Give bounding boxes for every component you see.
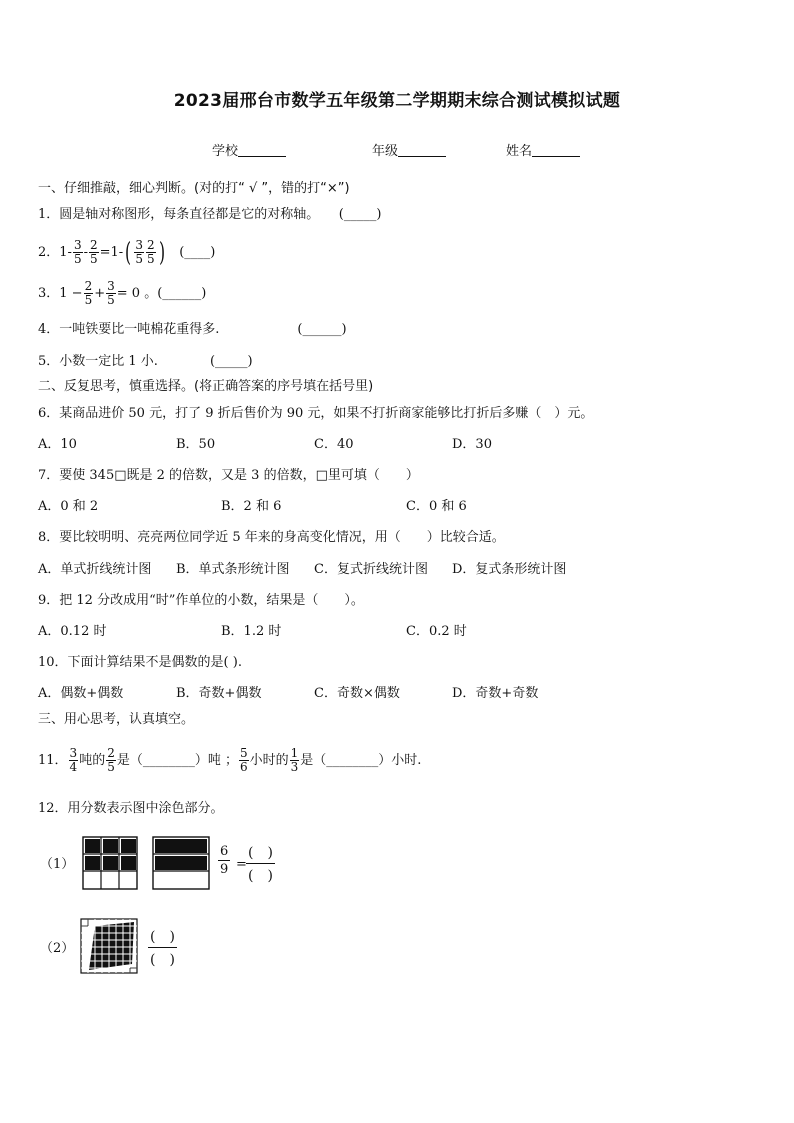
tilted-square-grid-figure xyxy=(80,918,140,976)
q6-option-d[interactable]: D．30 xyxy=(452,437,492,452)
q8-option-a[interactable]: A．单式折线统计图 xyxy=(38,562,152,577)
fraction: $\frac{2}{5}$ xyxy=(84,279,93,307)
name-blank[interactable] xyxy=(532,142,580,157)
answer-blank[interactable]: (______) xyxy=(157,286,207,301)
q8-option-d[interactable]: D．复式条形统计图 xyxy=(452,562,567,577)
equals-sign: = xyxy=(236,857,247,872)
q12-part-2-answer[interactable]: ( ) ( ) xyxy=(148,926,177,969)
q9-option-b[interactable]: B．1.2 时 xyxy=(221,624,282,639)
question-8: 8．要比较明明、亮亮两位同学近 5 年来的身高变化情况，用（ ）比较合适。 xyxy=(38,530,505,545)
fraction: $\frac{3}{5}$ xyxy=(135,238,143,266)
question-9: 9．把 12 分改成用“时”作单位的小数，结果是（ ）。 xyxy=(38,593,364,608)
grade-field[interactable]: 年级 xyxy=(372,140,446,159)
question-10: 10．下面计算结果不是偶数的是( ). xyxy=(38,655,242,670)
fraction: $\frac{2}{5}$ xyxy=(147,238,155,266)
fraction: $\frac{3}{4}$ xyxy=(69,746,78,774)
q10-option-c[interactable]: C．奇数×偶数 xyxy=(314,686,400,701)
q6-option-c[interactable]: C．40 xyxy=(314,437,354,452)
name-field[interactable]: 姓名 xyxy=(506,140,580,159)
question-4: 4．一吨铁要比一吨棉花重得多. (______) xyxy=(38,322,347,337)
q12-given-fraction: $\frac{6}{9}$ xyxy=(220,844,229,877)
question-5: 5．小数一定比 1 小. (_____) xyxy=(38,354,253,369)
q7-option-a[interactable]: A．0 和 2 xyxy=(38,499,99,514)
school-field[interactable]: 学校 xyxy=(212,140,286,159)
fraction: $\frac{3}{5}$ xyxy=(73,238,82,266)
school-blank[interactable] xyxy=(238,142,286,157)
q10-option-d[interactable]: D．奇数+奇数 xyxy=(452,686,539,701)
page-title: 2023届邢台市数学五年级第二学期期末综合测试模拟试题 xyxy=(173,91,621,111)
question-3: 3．1 − $\frac{2}{5}$ + $\frac{3}{5}$ = 0 。(______) xyxy=(38,279,207,307)
question-2: 2．1- $\frac{3}{5}$ - $\frac{2}{5}$ =1-( $\frac{3}{5}$ $\frac{2}{5}$ ) (____) xyxy=(38,237,216,268)
question-6: 6．某商品进价 50 元，打了 9 折后售价为 90 元，如果不打折商家能够比打折后多赚（ ）元。 xyxy=(38,406,594,421)
q10-option-b[interactable]: B．奇数+偶数 xyxy=(176,686,262,701)
section-2-heading: 二、反复思考，慎重选择。(将正确答案的序号填在括号里) xyxy=(38,379,374,394)
left-paren-icon: ( xyxy=(125,237,132,268)
q6-option-a[interactable]: A．10 xyxy=(38,437,77,452)
question-1: 1．圆是轴对称图形，每条直径都是它的对称轴。 (_____) xyxy=(38,207,382,222)
q12-part-2-label: （2） xyxy=(40,941,75,956)
answer-blank[interactable]: (____) xyxy=(179,245,216,260)
fraction: $\frac{2}{5}$ xyxy=(107,746,115,774)
q9-option-c[interactable]: C．0.2 时 xyxy=(406,624,467,639)
student-info-row xyxy=(0,140,794,160)
q6-option-b[interactable]: B．50 xyxy=(176,437,216,452)
question-12: 12．用分数表示图中涂色部分。 xyxy=(38,801,224,816)
fraction: $\frac{5}{6}$ xyxy=(239,746,248,774)
q8-option-c[interactable]: C．复式折线统计图 xyxy=(314,562,428,577)
fraction: $\frac{3}{5}$ xyxy=(107,279,115,307)
q8-option-b[interactable]: B．单式条形统计图 xyxy=(176,562,290,577)
question-11: 11． $\frac{3}{4}$ 吨的 $\frac{2}{5}$ 是（________）吨 ； $\frac{5}{6}$ 小时的 $\frac{1}{3}$ 是（________）小时. xyxy=(38,746,422,774)
q12-part-1-label: （1） xyxy=(40,857,75,872)
q9-option-a[interactable]: A．0.12 时 xyxy=(38,624,107,639)
section-1-heading: 一、仔细推敲，细心判断。(对的打“ √ ”，错的打“×”) xyxy=(38,181,350,196)
grid-3x3-figure xyxy=(82,836,138,890)
section-3-heading: 三、用心思考，认真填空。 xyxy=(38,712,195,727)
fraction: $\frac{2}{5}$ xyxy=(90,238,98,266)
q7-option-c[interactable]: C．0 和 6 xyxy=(406,499,467,514)
q12-part-1-answer[interactable]: ( ) ( ) xyxy=(246,842,275,885)
question-7: 7．要使 345□既是 2 的倍数，又是 3 的倍数，□里可填（ ） xyxy=(38,468,419,483)
grade-blank[interactable] xyxy=(398,142,446,157)
right-paren-icon: ) xyxy=(158,237,165,268)
rows-3-figure xyxy=(152,836,210,890)
fraction: $\frac{1}{3}$ xyxy=(290,746,299,774)
q10-option-a[interactable]: A．偶数+偶数 xyxy=(38,686,124,701)
q7-option-b[interactable]: B．2 和 6 xyxy=(221,499,282,514)
